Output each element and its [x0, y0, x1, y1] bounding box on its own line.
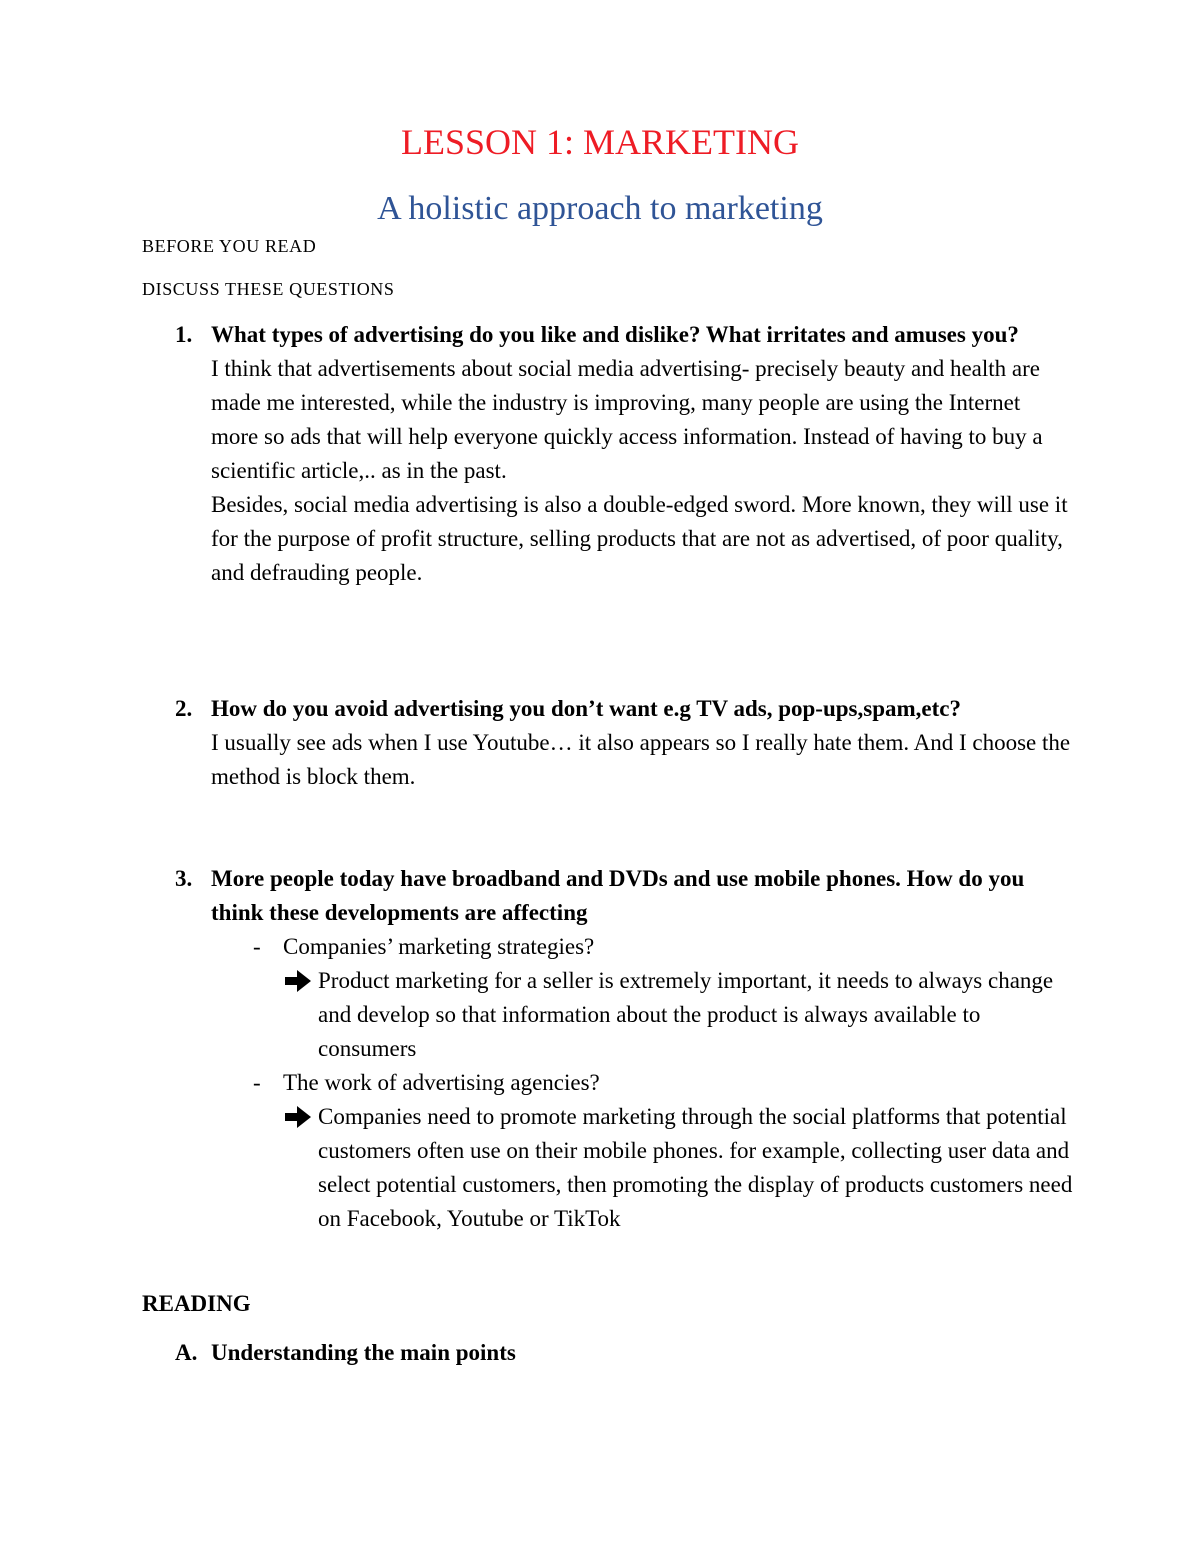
answer-paragraph-2: I usually see ads when I use Youtube… it also appears so I really hate them. And I choose the method is block them. [211, 730, 1071, 789]
sub-item-answer-2: Companies need to promote marketing through the social platforms that potential customers often use on their mobile phones. for example, collecting user data and select potential customers, then promoting the display of products customers need on Facebook, Youtube or TikTok [318, 1104, 1073, 1231]
reading-heading: READING [142, 1291, 251, 1316]
question-number-3: 3. [175, 866, 193, 891]
question-text-2: How do you avoid advertising you don’t want e.g TV ads, pop-ups,spam,etc? [211, 696, 961, 721]
answer-paragraph-1a: I think that advertisements about social media advertising- precisely beauty and health are made me interested, while the industry is improving, many people are using the Internet more so ads that will help everyone quickly access information. Instead of having to buy a scientific article,.. as in the past. [211, 356, 1043, 483]
question-number-1: 1. [175, 322, 193, 347]
arrow-right-icon [283, 1100, 313, 1134]
sub-item-label-2: The work of advertising agencies? [283, 1070, 600, 1095]
sub-item-bullet-2: - [253, 1070, 261, 1095]
sub-item-label-1: Companies’ marketing strategies? [283, 934, 595, 959]
section-a-letter: A. [175, 1340, 198, 1365]
answer-paragraph-1b: Besides, social media advertising is also a double-edged sword. More known, they will use it for the purpose of profit structure, selling products that are not as advertised, of poor quality, and defrauding people. [211, 492, 1068, 585]
question-number-2: 2. [175, 696, 193, 721]
question-block-3 [211, 862, 1071, 930]
question-block-2 [211, 692, 1071, 794]
question-text-3: More people today have broadband and DVDs and use mobile phones. How do you think these developments are affecting [211, 866, 1025, 925]
sub-item-answer-1: Product marketing for a seller is extremely important, it needs to always change and develop so that information about the product is always available to consumers [318, 968, 1054, 1061]
question-block-1 [211, 318, 1071, 590]
discuss-heading: DISCUSS THESE QUESTIONS [142, 279, 395, 299]
page-subtitle: A holistic approach to marketing [377, 190, 823, 227]
page-title: LESSON 1: MARKETING [400, 122, 799, 162]
before-you-read-heading: BEFORE YOU READ [142, 236, 317, 256]
question-text-1: What types of advertising do you like and dislike? What irritates and amuses you? [211, 322, 1019, 347]
arrow-right-icon [283, 964, 313, 998]
section-a-title: Understanding the main points [211, 1340, 516, 1365]
sub-item-bullet-1: - [253, 934, 261, 959]
